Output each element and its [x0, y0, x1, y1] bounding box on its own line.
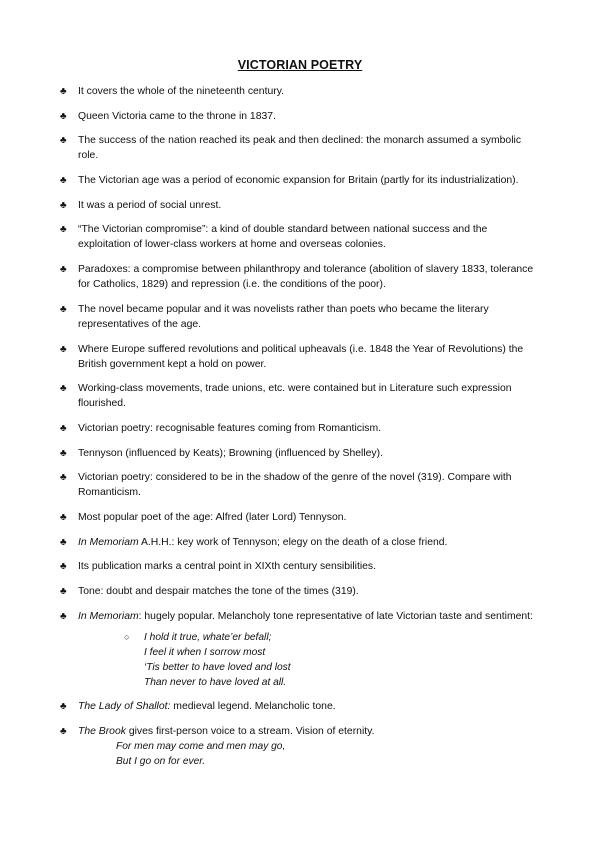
club-bullet-icon: ♣	[60, 303, 67, 315]
item-text: “The Victorian compromise”: a kind of double standard between national success and the exploitation of lower-class workers at home and overseas colonies.	[78, 224, 488, 251]
item-text: Where Europe suffered revolutions and political upheavals (i.e. 1848 the Year of Revolutions) the British government kept a hold on power.	[78, 343, 524, 370]
item-text: Tennyson (influenced by Keats); Browning (influenced by Shelley).	[78, 447, 383, 459]
poem-line: I feel it when I sorrow most	[144, 646, 266, 658]
poem-stanza	[78, 630, 540, 690]
club-bullet-icon: ♣	[60, 511, 67, 523]
club-bullet-icon: ♣	[60, 86, 67, 97]
bullet-list	[60, 84, 540, 779]
club-bullet-icon: ♣	[60, 610, 67, 622]
poem-line: Than never to have loved at all.	[144, 676, 287, 688]
club-bullet-icon: ♣	[60, 701, 67, 713]
circle-bullet-icon: ○	[124, 631, 130, 642]
club-bullet-icon: ♣	[60, 586, 67, 597]
poem-line: ‘Tis better to have loved and lost	[144, 661, 291, 673]
club-bullet-icon: ♣	[60, 472, 67, 484]
page-title: VICTORIAN POETRY	[237, 58, 363, 72]
club-bullet-icon: ♣	[60, 224, 67, 236]
quote-line: But I go on for ever.	[116, 756, 206, 768]
list-item	[60, 109, 540, 124]
list-item	[60, 84, 540, 99]
list-item	[60, 381, 540, 411]
list-item	[60, 133, 540, 163]
quote-line: For men may come and men may go,	[116, 741, 286, 753]
list-item	[60, 699, 540, 714]
item-text: Victorian poetry: considered to be in the shadow of the genre of the novel (319). Compare with Romanticism.	[78, 472, 512, 499]
list-item	[60, 342, 540, 372]
list-item	[60, 173, 540, 188]
list-item	[60, 421, 540, 436]
item-text: Victorian poetry: recognisable features coming from Romanticism.	[78, 422, 381, 434]
item-text: medieval legend. Melancholic tone.	[170, 701, 336, 713]
list-item	[60, 302, 540, 332]
list-item	[60, 198, 540, 213]
list-item	[60, 262, 540, 292]
list-item	[60, 724, 540, 769]
list-item	[60, 446, 540, 461]
list-item	[60, 609, 540, 690]
work-title: The Lady of Shallot:	[78, 701, 171, 713]
club-bullet-icon: ♣	[60, 110, 67, 122]
item-text: gives first-person voice to a stream. Vision of eternity.	[125, 726, 375, 738]
item-text: The novel became popular and it was novelists rather than poets who became the literary representatives of the age.	[78, 303, 489, 330]
list-item	[60, 584, 540, 599]
item-text: Working-class movements, trade unions, etc. were contained but in Literature such expression flourished.	[78, 383, 512, 410]
item-text: The success of the nation reached its peak and then declined: the monarch assumed a symbolic role.	[78, 135, 522, 162]
item-text: It covers the whole of the nineteenth century.	[78, 86, 285, 97]
item-text: Tone: doubt and despair matches the tone of the times (319).	[78, 586, 359, 597]
item-text: : hugely popular. Melancholy tone representative of late Victorian taste and sentiment:	[138, 610, 533, 622]
club-bullet-icon: ♣	[60, 343, 67, 355]
list-item	[60, 559, 540, 574]
item-text: It was a period of social unrest.	[78, 199, 222, 211]
item-text: The Victorian age was a period of economic expansion for Britain (partly for its industrialization).	[78, 175, 519, 187]
item-text: Most popular poet of the age: Alfred (later Lord) Tennyson.	[78, 511, 347, 523]
list-item	[60, 222, 540, 252]
club-bullet-icon: ♣	[60, 561, 67, 573]
work-title: In Memoriam	[78, 536, 139, 548]
club-bullet-icon: ♣	[60, 135, 67, 147]
work-title: The Brook	[78, 726, 126, 738]
list-item	[60, 470, 540, 500]
club-bullet-icon: ♣	[60, 264, 67, 276]
club-bullet-icon: ♣	[60, 175, 67, 187]
item-text: A.H.H.: key work of Tennyson; elegy on the death of a close friend.	[138, 536, 448, 548]
club-bullet-icon: ♣	[60, 447, 67, 459]
item-text: Queen Victoria came to the throne in 1837.	[78, 110, 276, 122]
list-item	[60, 535, 540, 550]
poem-excerpt	[78, 630, 540, 690]
club-bullet-icon: ♣	[60, 199, 67, 211]
work-title: In Memoriam	[78, 610, 139, 622]
item-text: Its publication marks a central point in XIXth century sensibilities.	[78, 561, 377, 573]
club-bullet-icon: ♣	[60, 726, 67, 738]
poem-line: I hold it true, whate’er befall;	[144, 631, 272, 643]
item-text: Paradoxes: a compromise between philanthropy and tolerance (abolition of slavery 1833, tolerance for Catholics, 1829) and repression (i.e. the conditions of the poor).	[78, 264, 534, 291]
club-bullet-icon: ♣	[60, 536, 67, 548]
club-bullet-icon: ♣	[60, 383, 67, 395]
club-bullet-icon: ♣	[60, 422, 67, 434]
list-item	[60, 510, 540, 525]
